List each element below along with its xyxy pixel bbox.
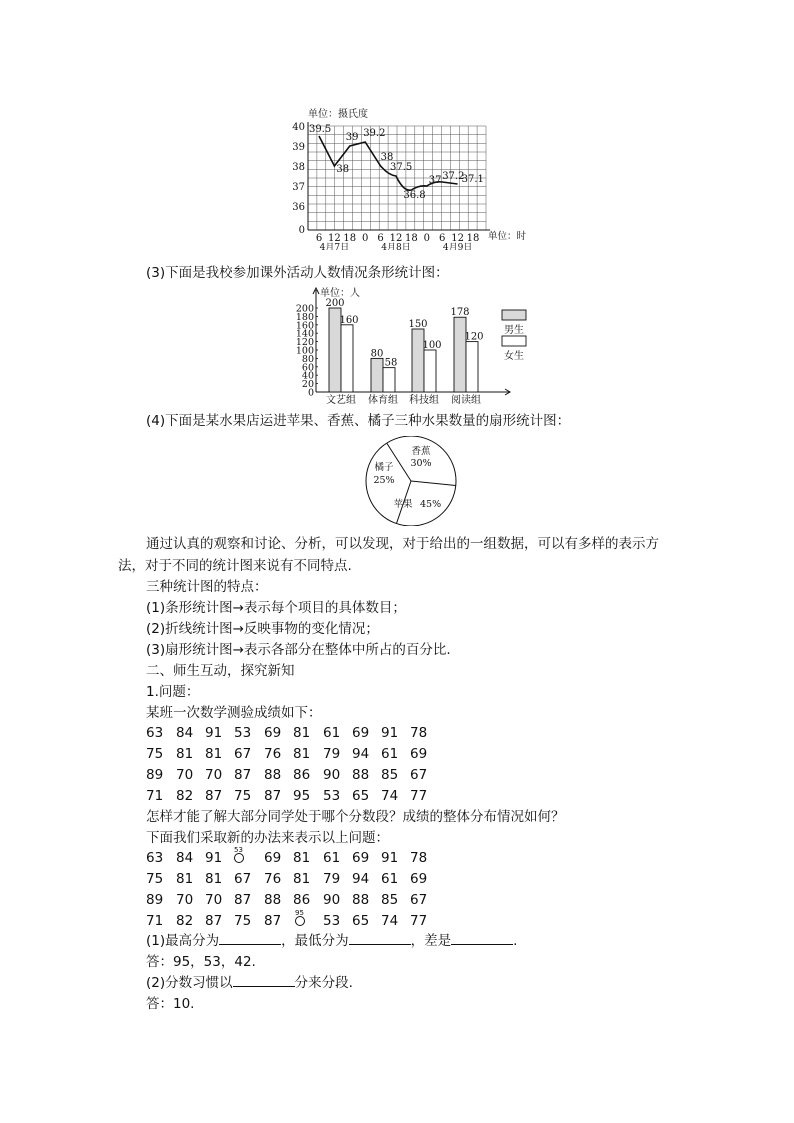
score-cell: 65 [352,788,370,804]
score-cell: 87 [264,913,282,929]
y-tick-label: 100 [295,345,314,357]
score-cell: 88 [264,767,282,783]
score-cell: 81 [293,746,311,762]
point-label: 39 [345,132,359,143]
y-tick-label: 0 [298,225,305,236]
score-cell: 87 [234,767,252,783]
point-label: 37.5 [390,162,413,173]
point-label: 39.5 [309,124,332,135]
category-label: 文艺组 [326,395,356,406]
day-label: 4月7日 [319,243,350,250]
point-label: 37.1 [461,174,484,185]
score-cell: 61 [323,725,341,741]
y-tick-label: 200 [295,303,314,315]
score-cell: 81 [205,746,223,762]
score-cell: 53 [323,913,341,929]
score-cell: 91 [381,850,399,866]
score-cell: 87 [205,913,223,929]
bar-value-label: 100 [422,340,442,351]
answer-blank [219,932,281,945]
score-cell: 65 [352,913,370,929]
score-cell: 75 [146,746,164,762]
score-cell: 81 [293,850,311,866]
x-tick-label: 18 [405,233,418,244]
score-cell: 70 [176,767,194,783]
legend-swatch [502,336,526,346]
bar-男生 [454,317,466,392]
score-cell: 74 [381,913,399,929]
slice-percent: 25% [373,475,395,486]
score-cell: 69 [352,725,370,741]
feature-bar: (1)条形统计图→表示每个项目的具体数目； [146,600,406,616]
score-cell: 81 [205,871,223,887]
question-text: 怎样才能了解大部分同学处于哪个分数段？成绩的整体分布情况如何？ [146,809,565,825]
score-cell: 53 [323,788,341,804]
bar-女生 [466,342,478,392]
fruit-pie-chart [358,436,464,526]
question-2-part: 分来分段. [294,975,353,991]
features-title: 三种统计图的特点： [146,579,268,595]
score-cell: 94 [352,871,370,887]
point-label: 37.2 [442,171,465,182]
y-tick-label: 40 [292,122,305,133]
score-cell: 79 [323,871,341,887]
score-cell: 67 [234,871,252,887]
score-cell: 69 [264,850,282,866]
temperature-line-chart [280,100,540,250]
bar-男生 [371,358,383,392]
score-cell: 67 [410,767,428,783]
question-1-part: (1)最高分为 [146,933,220,949]
slice-label: 香蕉 [411,446,431,457]
score-cell: 63 [146,725,164,741]
score-cell: 91 [205,850,223,866]
legend-label: 女生 [504,351,524,362]
score-cell: 78 [410,725,428,741]
question-1 [146,932,517,950]
x-tick-label: 0 [423,233,430,244]
y-tick-label: 80 [301,353,314,365]
score-cell: 87 [264,788,282,804]
score-cell: 90 [323,892,341,908]
score-cell: 87 [205,788,223,804]
slice-percent: 45% [420,499,442,510]
circled-score-53 [234,846,244,863]
activity-bar-chart [282,282,542,410]
score-cell: 71 [146,788,164,804]
slice-percent: 30% [410,458,432,469]
score-cell: 81 [293,725,311,741]
point-label: 37 [428,175,442,186]
score-cell: 91 [205,725,223,741]
bar-value-label: 178 [450,307,470,319]
score-cell: 75 [234,788,252,804]
score-cell: 81 [176,871,194,887]
paragraph-line-2: 法，对于不同的统计图来说有不同特点. [118,558,352,574]
score-cell: 67 [410,892,428,908]
score-cell: 79 [323,746,341,762]
score-cell: 82 [176,788,194,804]
legend-label: 男生 [504,325,524,336]
score-cell: 82 [176,913,194,929]
y-tick-label: 180 [295,311,314,323]
score-cell: 94 [352,746,370,762]
score-cell: 70 [176,892,194,908]
y-tick-label: 60 [301,362,314,374]
new-method-text: 下面我们采取新的办法来表示以上问题： [146,830,389,846]
y-tick-label: 40 [301,370,314,382]
score-cell: 81 [176,746,194,762]
score-cell: 70 [205,767,223,783]
bar-女生 [424,350,436,392]
circle-mark [295,916,305,926]
bar-value-label: 150 [408,319,428,330]
point-label: 38 [380,152,394,163]
feature-line: (2)折线统计图→反映事物的变化情况； [146,621,379,637]
x-tick-label: 18 [466,233,480,244]
score-cell: 75 [146,871,164,887]
category-label: 体育组 [368,395,398,406]
answer-blank [451,932,513,945]
point-label: 36.8 [403,190,426,201]
y-tick-label: 160 [295,320,314,332]
x-tick-label: 12 [451,233,464,244]
y-tick-label: 36 [292,202,305,213]
score-cell: 95 [293,788,311,804]
circled-score-label: 53 [234,846,243,854]
problem-label: 1.问题： [146,684,200,700]
score-cell: 69 [352,850,370,866]
score-cell: 88 [264,892,282,908]
score-cell: 77 [410,788,428,804]
y-tick-label: 0 [307,387,314,399]
paragraph-line-1: 通过认真的观察和讨论、分析，可以发现，对于给出的一组数据，可以有多样的表示方 [146,536,659,552]
category-label: 科技组 [409,395,439,406]
question-2 [146,974,353,992]
y-tick-label: 120 [295,337,314,349]
circle-mark [234,853,244,863]
score-cell: 86 [293,767,311,783]
score-cell: 77 [410,913,428,929]
x-tick-label: 12 [328,233,341,244]
score-cell: 76 [264,746,282,762]
bar-女生 [383,368,395,392]
bar-男生 [412,329,424,392]
score-cell: 88 [352,892,370,908]
score-cell: 89 [146,892,164,908]
x-tick-label: 18 [343,233,357,244]
score-cell: 88 [352,767,370,783]
section-heading: 二、师生互动，探究新知 [146,663,295,679]
x-tick-label: 12 [389,233,403,244]
score-cell: 85 [381,892,399,908]
circled-score-95 [295,909,305,926]
y-tick-label: 37 [292,182,305,193]
y-unit-label: 单位：摄氏度 [308,109,368,120]
bar-chart-intro: (3)下面是我校参加课外活动人数情况条形统计图： [146,265,449,281]
bar-value-label: 80 [370,348,384,360]
bar-value-label: 58 [384,357,398,369]
score-cell: 74 [381,788,399,804]
score-cell: 69 [264,725,282,741]
point-label: 38 [336,164,350,175]
score-cell: 84 [176,725,194,741]
score-cell: 78 [410,850,428,866]
bar-value-label: 200 [325,298,345,309]
question-1-part: ，最低分为 [281,933,349,949]
feature-pie: (3)扇形统计图→表示各部分在整体中所占的百分比. [146,642,451,658]
slice-label: 苹果 [393,499,413,510]
pie-chart-intro: (4)下面是某水果店运进苹果、香蕉、橘子三种水果数量的扇形统计图： [146,413,571,429]
question-1-part: ，差是 [410,933,452,949]
y-tick-label: 20 [301,379,314,391]
answer-2: 答：10. [146,996,195,1012]
scores-intro: 某班一次数学测验成绩如下： [146,705,322,721]
y-tick-label: 39 [292,142,305,153]
score-cell: 91 [381,725,399,741]
score-cell: 86 [293,892,311,908]
bar-value-label: 120 [464,331,484,343]
bar-女生 [341,325,353,392]
slice-label: 橘子 [374,462,394,473]
score-cell: 70 [205,892,223,908]
score-cell: 61 [323,850,341,866]
score-cell: 69 [410,871,428,887]
x-tick-label: 6 [315,233,323,244]
score-cell: 67 [234,746,252,762]
score-cell: 61 [381,871,399,887]
legend-swatch [502,310,526,320]
score-cell: 87 [234,892,252,908]
score-cell: 53 [234,725,252,741]
score-cell: 89 [146,767,164,783]
score-cell: 76 [264,871,282,887]
day-label: 4月8日 [381,243,411,250]
score-cell: 75 [234,913,252,929]
circled-score-label: 95 [295,909,304,917]
question-2-part: (2)分数习惯以 [146,975,233,991]
x-tick-label: 6 [377,233,384,244]
x-tick-label: 0 [362,233,369,244]
answer-blank [349,932,411,945]
score-cell: 81 [293,871,311,887]
x-unit-label: 单位：时 [488,231,527,242]
score-cell: 69 [410,746,428,762]
score-cell: 85 [381,767,399,783]
score-cell: 84 [176,850,194,866]
answer-blank [233,974,295,987]
point-label: 39.2 [363,128,386,139]
y-tick-label: 38 [292,162,305,173]
answer-1: 答：95，53，42. [146,954,256,970]
category-label: 阅读组 [451,395,481,406]
score-cell: 63 [146,850,164,866]
x-tick-label: 6 [439,233,446,244]
question-1-part: . [513,933,518,949]
score-cell: 61 [381,746,399,762]
score-cell: 90 [323,767,341,783]
bar-value-label: 160 [339,314,359,326]
y-unit-label: 单位：人 [320,288,360,299]
y-tick-label: 140 [295,328,314,340]
score-cell: 71 [146,913,164,929]
day-label: 4月9日 [442,243,473,250]
